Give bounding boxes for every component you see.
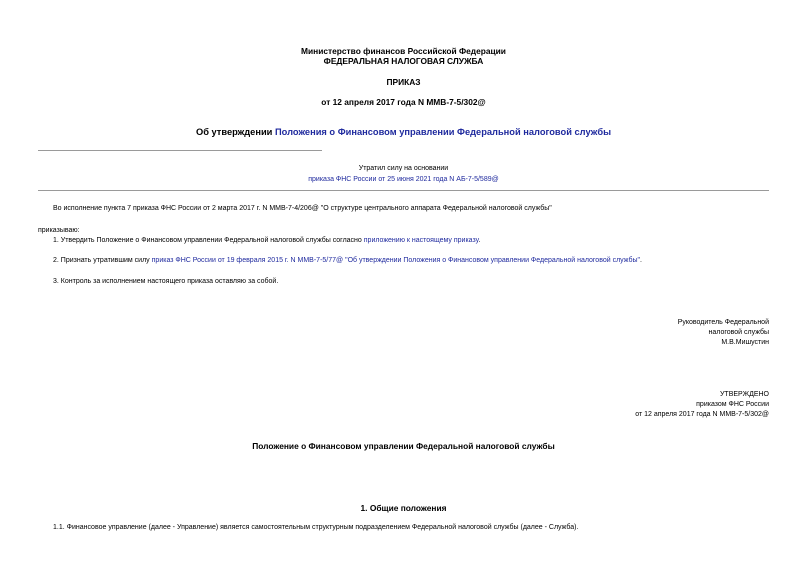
status-link[interactable]: приказа ФНС России от 25 июня 2021 года N АБ-7-5/589@: [308, 176, 499, 183]
item-1-end: .: [478, 237, 481, 244]
doc-title: [0, 127, 807, 138]
item-2: [53, 256, 793, 265]
item-2-link[interactable]: приказ ФНС России от 19 февраля 2015 г. N ММВ-7-5/77@ "Об утверждении Положения о Финансовом управлении Федеральной налоговой службы": [151, 257, 641, 264]
item-1: [53, 236, 773, 245]
status-line: Утратил силу на основании: [358, 165, 449, 172]
doc-type: ПРИКАЗ: [386, 77, 421, 87]
intro-paragraph: Во исполнение пункта 7 приказа ФНС России от 2 марта 2017 г. N ММВ-7-4/206@ "О структуре центрального аппарата Федеральной налоговой службы": [53, 205, 552, 212]
divider-top: [38, 150, 322, 151]
approval-line-3: от 12 апреля 2017 года N ММВ-7-5/302@: [635, 411, 769, 418]
item-1-text: 1. Утвердить Положение о Финансовом управлении Федеральной налоговой службы согласно: [53, 237, 364, 244]
approval-line-1: УТВЕРЖДЕНО: [719, 391, 769, 398]
approval-line-2: приказом ФНС России: [696, 401, 769, 408]
item-1-link[interactable]: приложению к настоящему приказу: [363, 237, 479, 244]
item-2-text: 2. Признать утратившим силу: [53, 257, 152, 264]
order-word: приказываю:: [38, 227, 80, 234]
ministry-name: Министерство финансов Российской Федерации: [301, 46, 506, 56]
item-2-end: .: [640, 257, 642, 264]
doc-title-link[interactable]: Положения о Финансовом управлении Федеральной налоговой службы: [274, 127, 612, 137]
doc-date-number: от 12 апреля 2017 года N ММВ-7-5/302@: [321, 97, 486, 107]
service-name: ФЕДЕРАЛЬНАЯ НАЛОГОВАЯ СЛУЖБА: [323, 56, 484, 66]
signature-line-2: налоговой службы: [708, 329, 769, 336]
item-3: 3. Контроль за исполнением настоящего приказа оставляю за собой.: [53, 278, 279, 285]
signature-line-1: Руководитель Федеральной: [677, 319, 769, 326]
divider-bottom: [38, 190, 769, 191]
doc-title-prefix: Об утверждении: [195, 127, 275, 137]
section-1-title: 1. Общие положения: [360, 503, 447, 513]
regulation-title: Положение о Финансовом управлении Федеральной налоговой службы: [252, 441, 555, 451]
clause-1-1: 1.1. Финансовое управление (далее - Управление) является самостоятельным структурным подразделением Федеральной налоговой службы (далее - Служба).: [53, 524, 579, 531]
signature-name: М.В.Мишустин: [721, 339, 769, 346]
